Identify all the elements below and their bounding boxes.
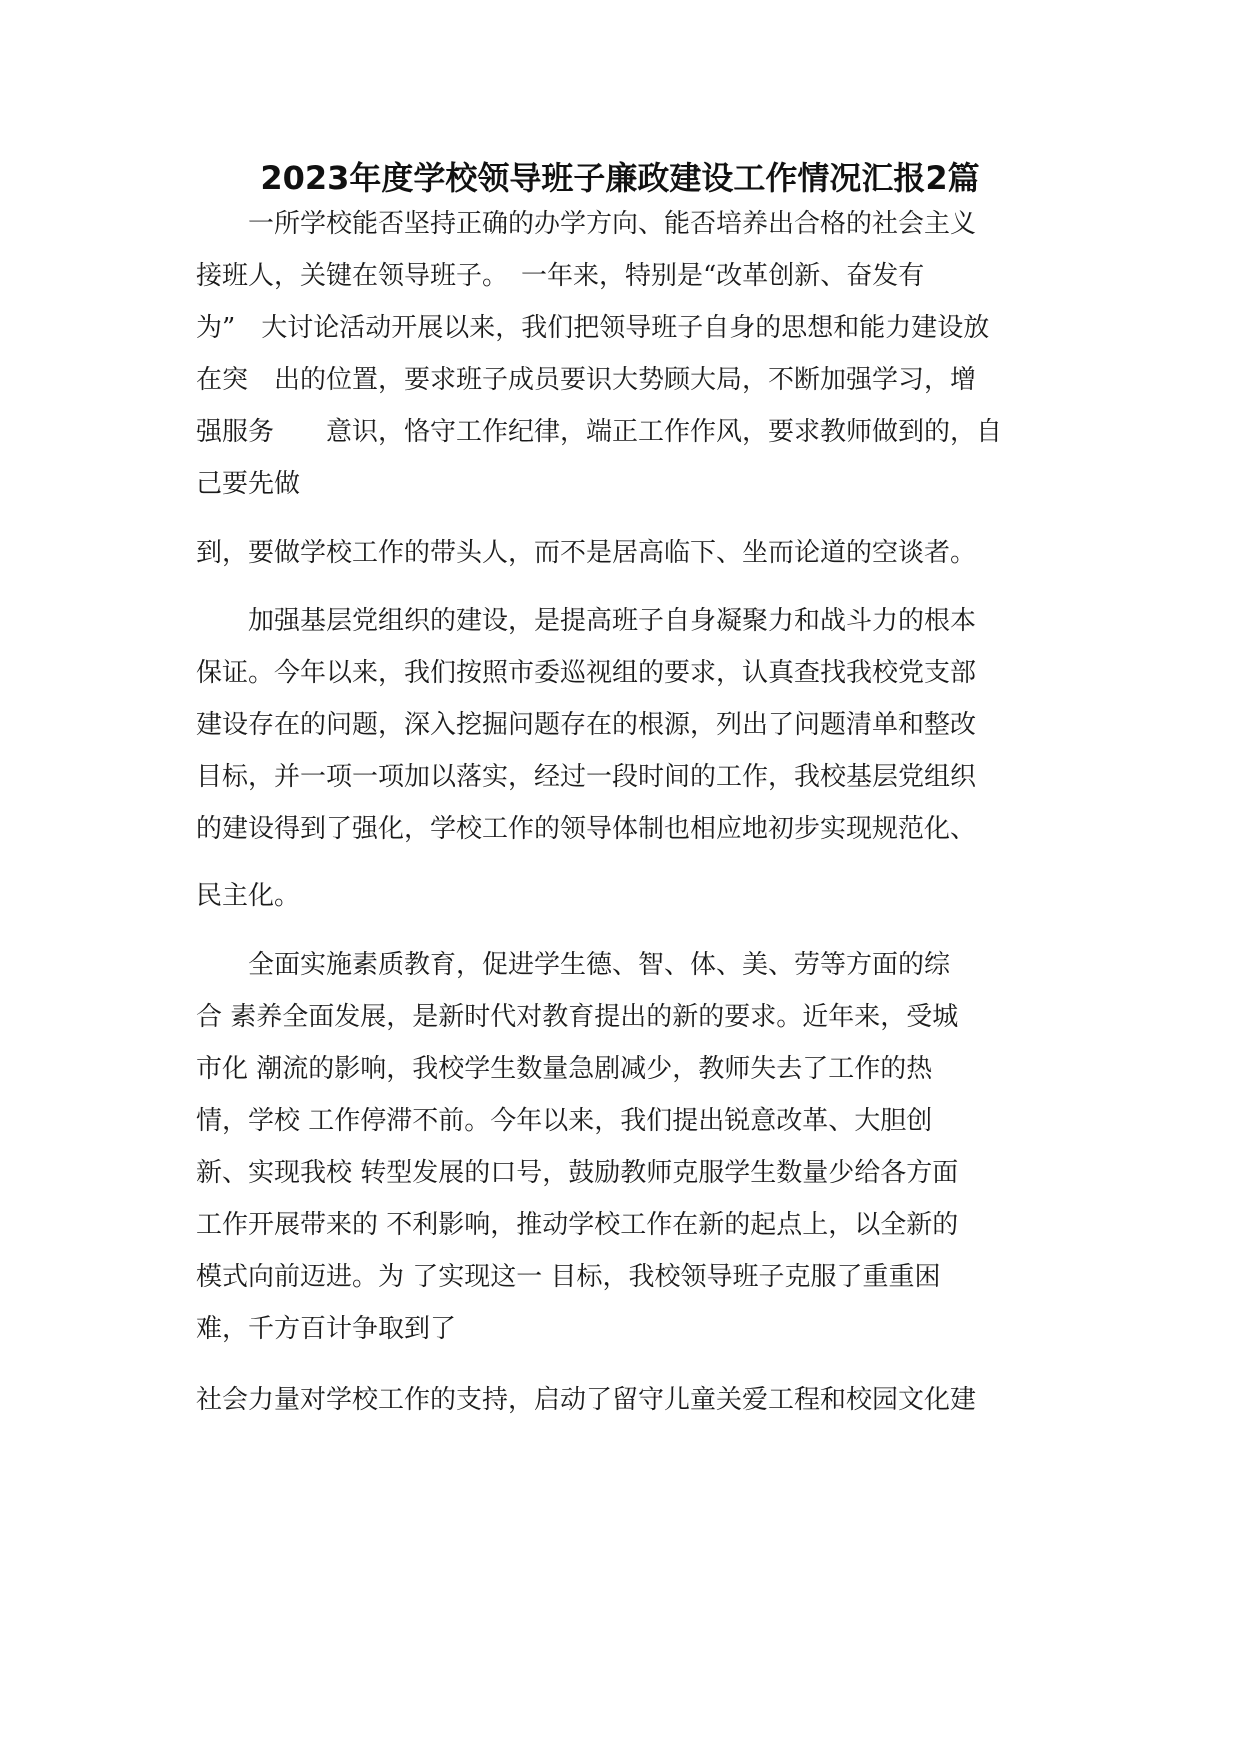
text-line: 工作开展带来的 不利影响，推动学校工作在新的起点上，以全新的	[196, 1210, 959, 1240]
document-title: 2023年度学校领导班子廉政建设工作情况汇报2篇	[260, 159, 980, 197]
text-line: 难，千方百计争取到了	[196, 1314, 457, 1344]
text-line: 的建设得到了强化，学校工作的领导体制也相应地初步实现规范化、	[196, 814, 977, 844]
text-line: 在突 出的位置，要求班子成员要识大势顾大局，不断加强学习，增	[196, 365, 977, 395]
text-line: 加强基层党组织的建设，是提高班子自身凝聚力和战斗力的根本	[196, 606, 977, 636]
text-line: 模式向前迈进。为 了实现这一 目标，我校领导班子克服了重重困	[196, 1262, 941, 1292]
text-line: 情，学校 工作停滞不前。今年以来，我们提出锐意改革、大胆创	[196, 1106, 933, 1136]
text-line: 民主化。	[196, 881, 301, 911]
text-line: 全面实施素质教育，促进学生德、智、体、美、劳等方面的综	[196, 950, 951, 980]
text-line: 目标，并一项一项加以落实，经过一段时间的工作，我校基层党组织	[196, 762, 977, 792]
text-line: 建设存在的问题，深入挖掘问题存在的根源，列出了问题清单和整改	[196, 710, 977, 740]
text-line: 市化 潮流的影响，我校学生数量急剧减少，教师失去了工作的热	[196, 1054, 933, 1084]
text-line: 一所学校能否坚持正确的办学方向、能否培养出合格的社会主义	[196, 209, 977, 239]
text-line: 强服务 意识，恪守工作纪律，端正工作作风，要求教师做到的，自	[196, 417, 1003, 447]
text-line: 到，要做学校工作的带头人，而不是居高临下、坐而论道的空谈者。	[196, 538, 977, 568]
text-line: 合 素养全面发展，是新时代对教育提出的新的要求。近年来，受城	[196, 1002, 959, 1032]
text-line: 新、实现我校 转型发展的口号，鼓励教师克服学生数量少给各方面	[196, 1158, 959, 1188]
text-line: 为” 大讨论活动开展以来，我们把领导班子自身的思想和能力建设放	[196, 313, 990, 343]
text-line: 接班人，关键在领导班子。 一年来，特别是“改革创新、奋发有	[196, 261, 925, 291]
text-line: 己要先做	[196, 469, 301, 499]
text-line: 社会力量对学校工作的支持，启动了留守儿童关爱工程和校园文化建	[196, 1385, 977, 1415]
text-line: 保证。今年以来，我们按照市委巡视组的要求，认真查找我校党支部	[196, 658, 977, 688]
